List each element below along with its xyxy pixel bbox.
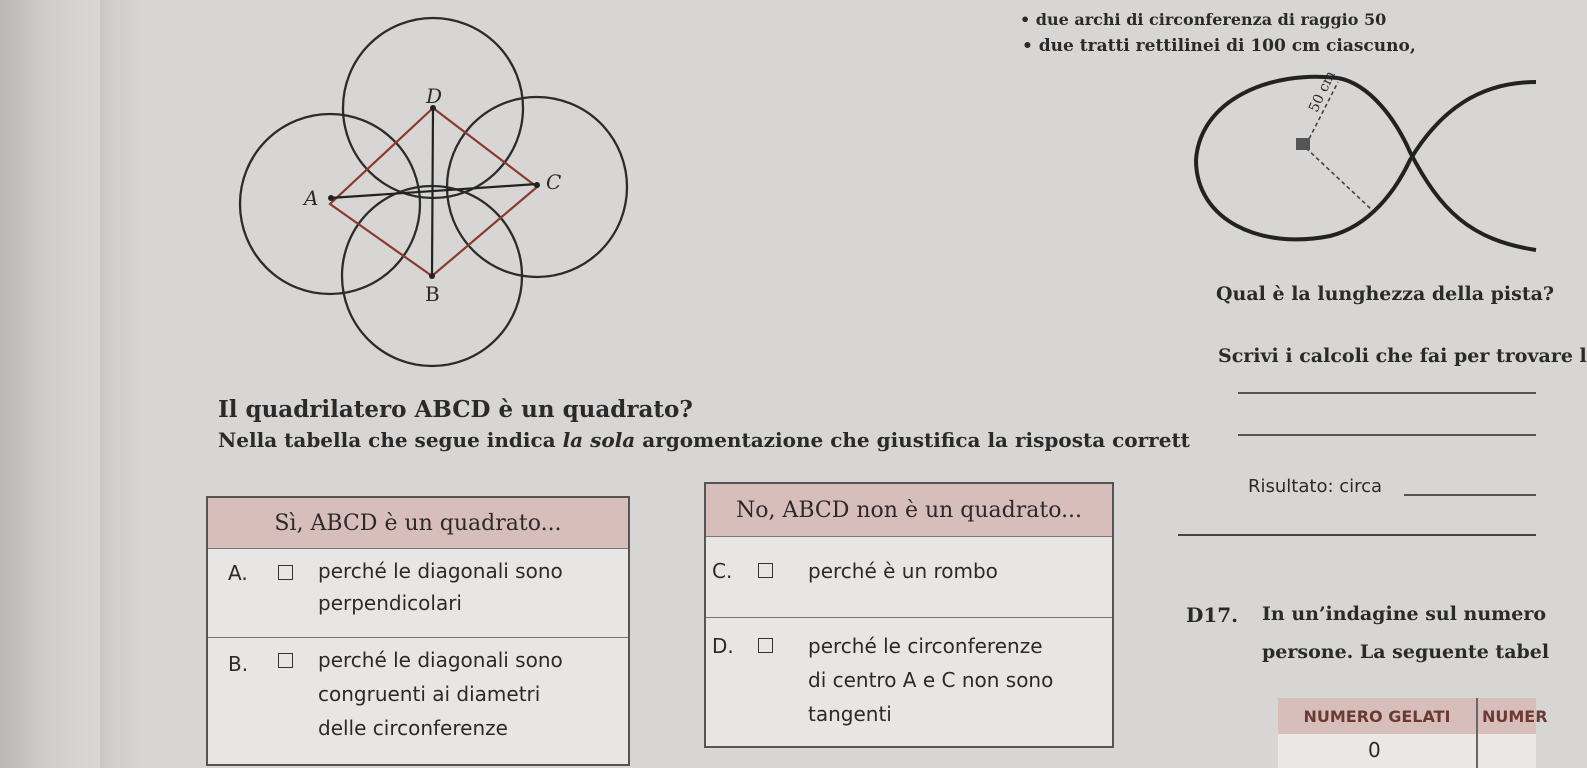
option-d-row[interactable] (706, 618, 1112, 744)
option-c-letter: C. (712, 559, 733, 583)
option-d-checkbox[interactable] (758, 638, 773, 653)
d17-table (1278, 698, 1548, 768)
bullet-2: • due tratti rettilinei di 100 cm ciascuno, (1022, 36, 1416, 56)
track-radius-label: 50 cm (1306, 68, 1339, 115)
answer-line-1[interactable] (1238, 392, 1536, 394)
table-yes (206, 496, 630, 766)
option-b-line3: delle circonferenze (318, 716, 508, 740)
option-d-line3: tangenti (808, 702, 892, 726)
d17-line2: persone. La seguente tabel (1262, 641, 1550, 663)
question-subtitle (218, 428, 1190, 452)
d17-col-divider (1476, 734, 1478, 768)
bullet-1-text: due archi di circonferenza di raggio 50 (1035, 10, 1387, 29)
point-label-d: D (426, 84, 443, 108)
bullet-2-text: due tratti rettilinei di 100 cm ciascuno, (1038, 36, 1416, 56)
track-outline (1196, 77, 1536, 240)
option-b-line2: congruenti ai diametri (318, 682, 541, 706)
subtitle-post: argomentazione che giustifica la risposta corrett (635, 428, 1190, 452)
option-b-checkbox[interactable] (278, 653, 293, 668)
option-a-checkbox[interactable] (278, 565, 293, 580)
track-crossing (1338, 78, 1536, 250)
option-b-letter: B. (228, 652, 249, 676)
option-d-line2: di centro A e C non sono (808, 668, 1054, 692)
track-question: Qual è la lunghezza della pista? (1216, 283, 1555, 305)
table-no-header: No, ABCD non è un quadrato... (706, 484, 1112, 537)
section-divider (1178, 534, 1536, 536)
question-title: Il quadrilatero ABCD è un quadrato? (218, 396, 693, 423)
table-no (704, 482, 1114, 748)
result-answer-line[interactable] (1404, 494, 1536, 496)
option-a-row[interactable] (208, 549, 628, 638)
option-b-line1: perché le diagonali sono (318, 648, 563, 672)
track-instruction: Scrivi i calcoli che fai per trovare l (1218, 345, 1587, 367)
answer-line-2[interactable] (1238, 434, 1536, 436)
option-c-checkbox[interactable] (758, 563, 773, 578)
option-a-line2: perpendicolari (318, 591, 462, 615)
point-label-b: B (425, 282, 440, 306)
option-d-line1: perché le circonferenze (808, 634, 1043, 658)
bullet-1: • due archi di circonferenza di raggio 50 (1020, 10, 1387, 29)
d17-cell-value: 0 (1368, 738, 1381, 762)
d17-number: D17. (1186, 603, 1239, 627)
result-label: Risultato: circa (1248, 476, 1383, 497)
point-label-c: C (546, 170, 562, 194)
option-c-row[interactable] (706, 537, 1112, 618)
option-a-letter: A. (228, 561, 248, 585)
track-dashed (1306, 148, 1372, 210)
d17-col1-header: NUMERO GELATI (1278, 698, 1478, 734)
track-figure (1190, 60, 1536, 280)
spine-shadow (100, 0, 140, 768)
d17-col2-header: NUMER (1478, 698, 1536, 734)
center-marker (1296, 138, 1310, 150)
d17-line1: In un’indagine sul numero (1262, 603, 1547, 625)
circles-square-figure (230, 20, 650, 380)
subtitle-pre: Nella tabella che segue indica (218, 428, 563, 452)
option-c-line1: perché è un rombo (808, 559, 998, 583)
option-b-row[interactable] (208, 638, 628, 762)
option-a-line1: perché le diagonali sono (318, 559, 563, 583)
subtitle-emphasis: la sola (562, 428, 636, 452)
table-yes-header: Sì, ABCD è un quadrato... (208, 498, 628, 549)
point-label-a: A (304, 186, 319, 210)
option-d-letter: D. (712, 634, 734, 658)
